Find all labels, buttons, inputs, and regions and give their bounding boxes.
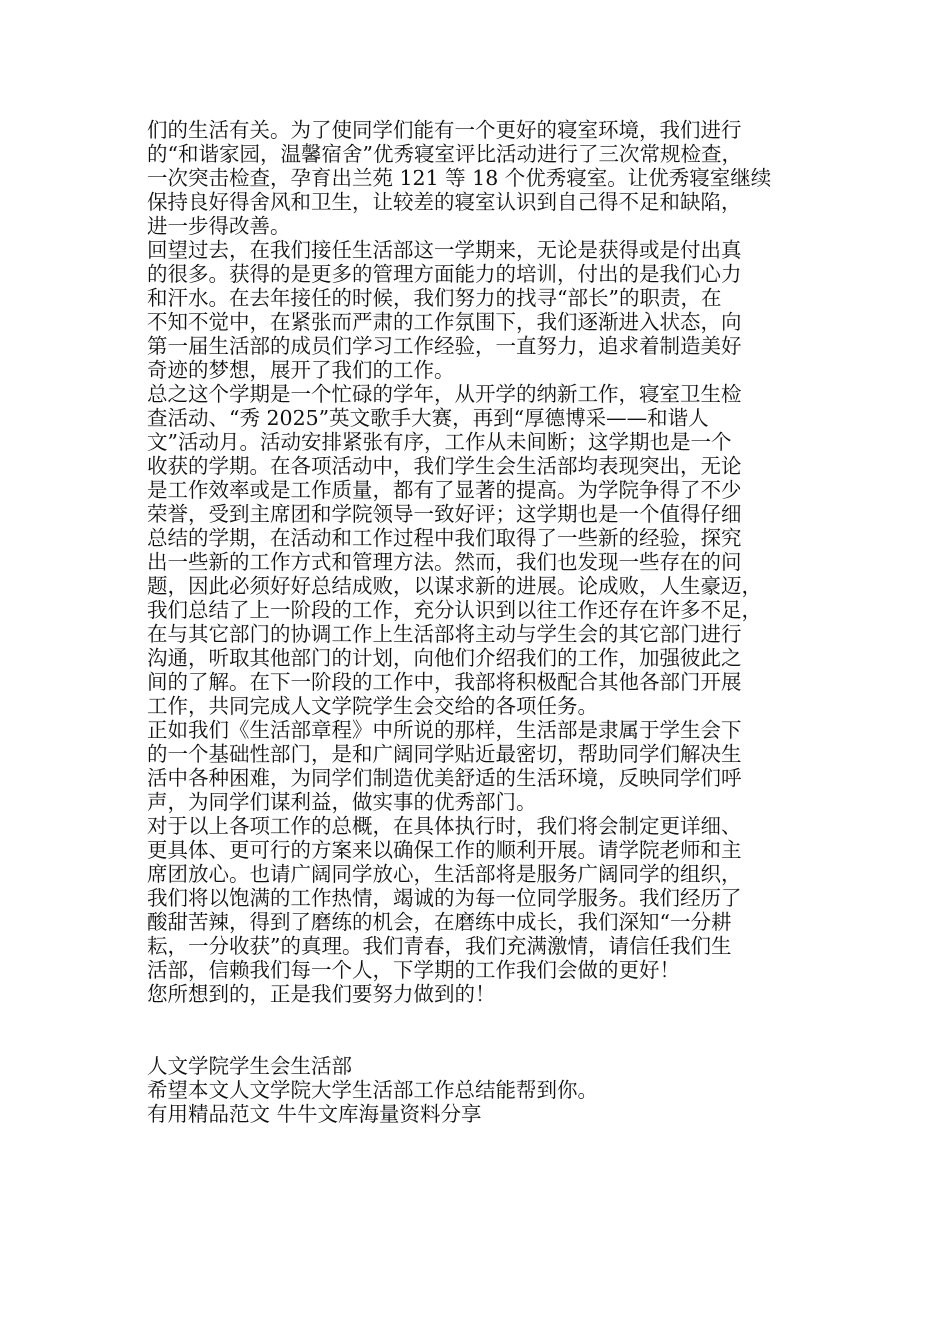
text-line: 间的了解。在下一阶段的工作中，我部将积极配合其他各部门开展 bbox=[147, 670, 742, 694]
text-line: 奇迹的梦想，展开了我们的工作。 bbox=[147, 358, 455, 382]
document-body bbox=[147, 118, 807, 1126]
text-line: 是工作效率或是工作质量，都有了显著的提高。为学院争得了不少 bbox=[147, 478, 742, 502]
paragraph-charter bbox=[147, 718, 807, 814]
text-line: 荣誉，受到主席团和学院领导一致好评；这学期也是一个值得仔细 bbox=[147, 502, 742, 526]
text-line: 活中各种困难，为同学们制造优美舒适的生活环境，反映同学们呼 bbox=[147, 766, 742, 790]
paragraph-closing-slogan bbox=[147, 982, 807, 1006]
text-line: 进一步得改善。 bbox=[147, 214, 291, 238]
text-line: 总结的学期，在活动和工作过程中我们取得了一些新的经验，探究 bbox=[147, 526, 742, 550]
signature: 人文学院学生会生活部 bbox=[147, 1054, 352, 1078]
text-line: 正如我们《生活部章程》中所说的那样，生活部是隶属于学生会下 bbox=[147, 718, 742, 742]
text-line: 我们将以饱满的工作热情，竭诚的为每一位同学服务。我们经历了 bbox=[147, 886, 742, 910]
text-line: 的很多。获得的是更多的管理方面能力的培训，付出的是我们心力 bbox=[147, 262, 742, 286]
paragraph-dormitory bbox=[147, 118, 807, 238]
text-line: 工作，共同完成人文学院学生会交给的各项任务。 bbox=[147, 694, 598, 718]
text-line: 声，为同学们谋利益，做实事的优秀部门。 bbox=[147, 790, 537, 814]
text-line: 总之这个学期是一个忙碌的学年，从开学的纳新工作，寝室卫生检 bbox=[147, 382, 742, 406]
paragraph-plan bbox=[147, 814, 807, 982]
text-line: 沟通，听取其他部门的计划，向他们介绍我们的工作，加强彼此之 bbox=[147, 646, 742, 670]
text-line: 在与其它部门的协调工作上生活部将主动与学生会的其它部门进行 bbox=[147, 622, 742, 646]
text-line: 酸甜苦辣，得到了磨练的机会，在磨练中成长，我们深知“一分耕 bbox=[147, 910, 732, 934]
text-line: 保持良好得舍风和卫生，让较差的寝室认识到自己得不足和缺陷， bbox=[147, 190, 742, 214]
text-line: 查活动、“秀 2025”英文歌手大赛，再到“厚德博采——和谐人 bbox=[147, 406, 709, 430]
text-line: 不知不觉中，在紧张而严肃的工作氛围下，我们逐渐进入状态，向 bbox=[147, 310, 742, 334]
text-line: 的“和谐家园，温馨宿舍”优秀寝室评比活动进行了三次常规检查， bbox=[147, 142, 742, 166]
text-line: 耘，一分收获”的真理。我们青春，我们充满激情，请信任我们生 bbox=[147, 934, 732, 958]
text-line: 更具体、更可行的方案来以确保工作的顺利开展。请学院老师和主 bbox=[147, 838, 742, 862]
closing-line: 希望本文人文学院大学生活部工作总结能帮到你。 bbox=[147, 1078, 598, 1102]
text-line: 对于以上各项工作的总概，在具体执行时，我们将会制定更详细、 bbox=[147, 814, 742, 838]
text-line: 回望过去，在我们接任生活部这一学期来，无论是获得或是付出真 bbox=[147, 238, 742, 262]
text-line: 活部，信赖我们每一个人，下学期的工作我们会做的更好！ bbox=[147, 958, 680, 982]
text-line: 您所想到的，正是我们要努力做到的！ bbox=[147, 982, 496, 1006]
text-line: 的一个基础性部门，是和广阔同学贴近最密切，帮助同学们解决生 bbox=[147, 742, 742, 766]
text-line: 文”活动月。活动安排紧张有序，工作从未间断；这学期也是一个 bbox=[147, 430, 732, 454]
text-line: 我们总结了上一阶段的工作，充分认识到以往工作还存在许多不足， bbox=[147, 598, 762, 622]
text-line: 出一些新的工作方式和管理方法。然而，我们也发现一些存在的问 bbox=[147, 550, 742, 574]
text-line: 一次突击检查，孕育出兰苑 121 等 18 个优秀寝室。让优秀寝室继续 bbox=[147, 166, 772, 190]
blank-spacer bbox=[147, 1006, 807, 1054]
paragraph-summary bbox=[147, 382, 807, 718]
text-line: 们的生活有关。为了使同学们能有一个更好的寝室环境，我们进行 bbox=[147, 118, 742, 142]
text-line: 题，因此必须好好总结成败，以谋求新的进展。论成败，人生豪迈， bbox=[147, 574, 762, 598]
text-line: 第一届生活部的成员们学习工作经验，一直努力，追求着制造美好 bbox=[147, 334, 742, 358]
text-line: 和汗水。在去年接任的时候，我们努力的找寻“部长”的职责，在 bbox=[147, 286, 722, 310]
paragraph-review bbox=[147, 238, 807, 382]
footer-note: 有用精品范文 牛牛文库海量资料分享 bbox=[147, 1102, 482, 1126]
text-line: 席团放心。也请广阔同学放心，生活部将是服务广阔同学的组织， bbox=[147, 862, 742, 886]
text-line: 收获的学期。在各项活动中，我们学生会生活部均表现突出，无论 bbox=[147, 454, 742, 478]
